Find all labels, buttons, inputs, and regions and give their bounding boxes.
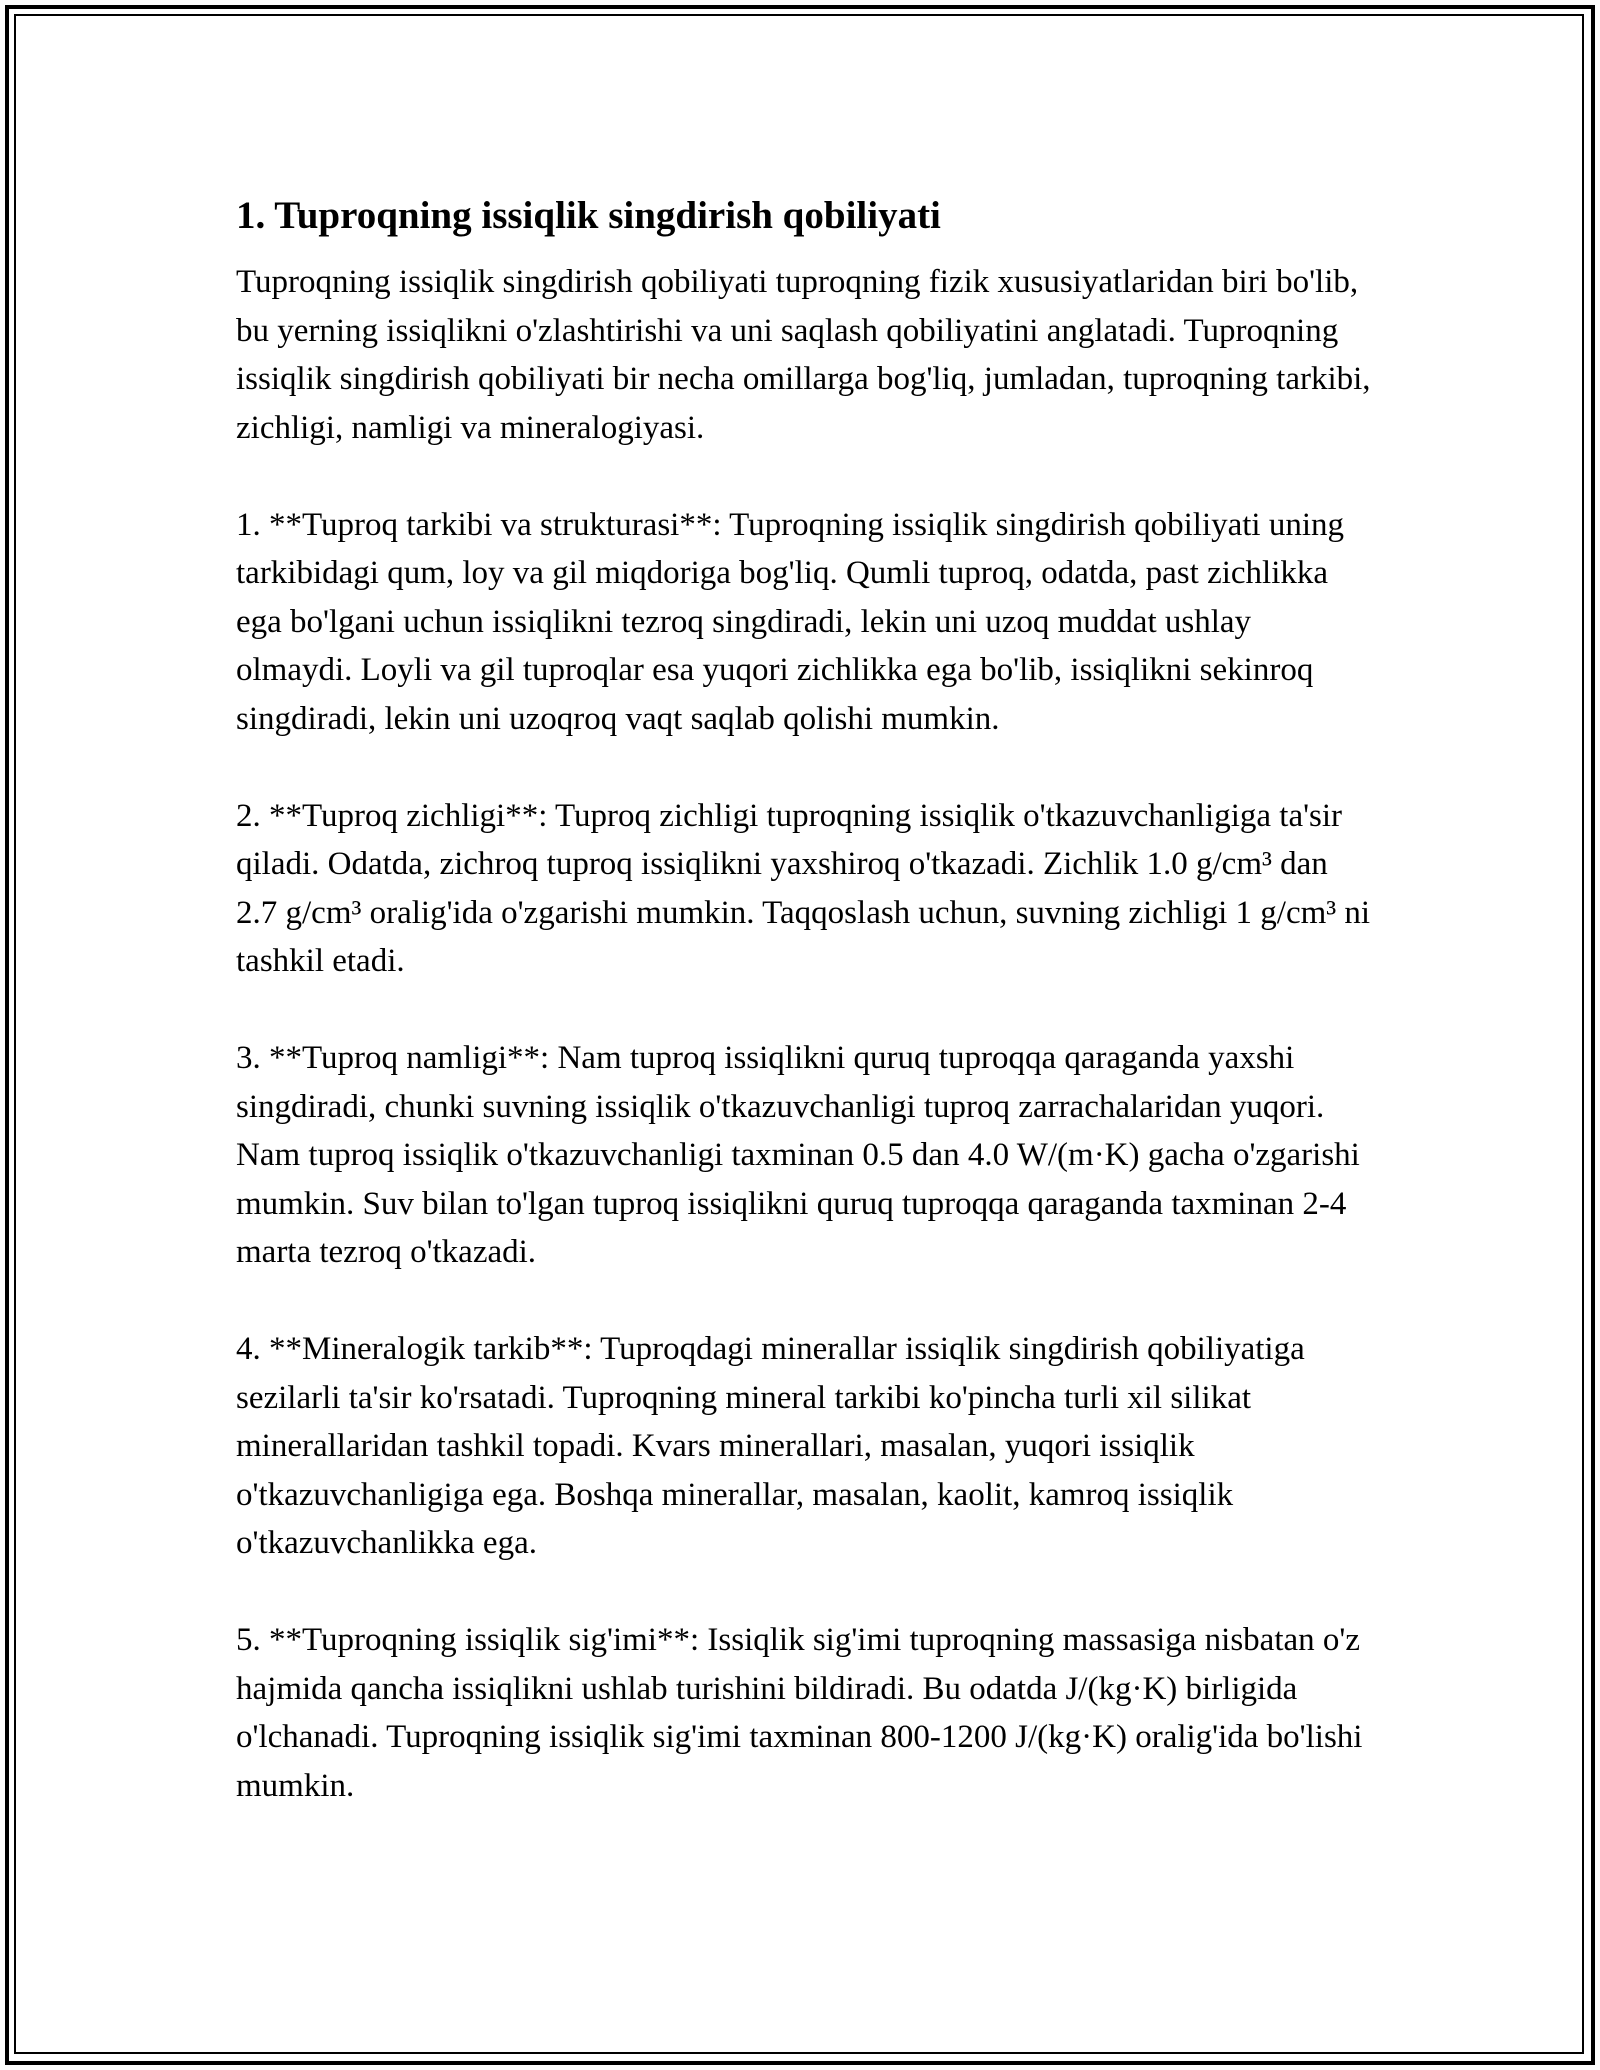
intro-paragraph: Tuproqning issiqlik singdirish qobiliyati tuproqning fizik xususiyatlaridan biri bo'lib, bu yerning issiqlikni o'zlashtirishi va uni saqlash qobiliyatini anglatadi. Tuproqning issiqlik singdirish qobiliyati bir necha omillarga bog'liq, jumladan, tuproqning tarkibi, zichligi, namligi va mineralogiyasi. [236, 264, 1371, 446]
list-item-moisture: 3. **Tuproq namligi**: Nam tuproq issiqlikni quruq tuproqqa qaraganda yaxshi singdiradi, chunki suvning issiqlik o'tkazuvchanligi tuproq zarrachalaridan yuqori. Nam tuproq issiqlik o'tkazuvchanligi taxminan 0.5 dan 4.0 W/(m·K) gacha o'zgarishi mumkin. Suv bilan to'lgan tuproq issiqlikni quruq tuproqqa qaraganda taxminan 2-4 marta tezroq o'tkazadi. [236, 1040, 1360, 1270]
document-body [236, 188, 1371, 1859]
list-item-composition: 1. **Tuproq tarkibi va strukturasi**: Tuproqning issiqlik singdirish qobiliyati uning tarkibidagi qum, loy va gil miqdoriga bog'liq. Qumli tuproq, odatda, past zichlikka ega bo'lgani uchun issiqlikni tezroq singdiradi, lekin uni uzoq muddat ushlay olmaydi. Loyli va gil tuproqlar esa yuqori zichlikka ega bo'lib, issiqlikni sekinroq singdiradi, lekin uni uzoqroq vaqt saqlab qolishi mumkin. [236, 506, 1345, 737]
list-item-mineralogy: 4. **Mineralogik tarkib**: Tuproqdagi minerallar issiqlik singdirish qobiliyatiga sezilarli ta'sir ko'rsatadi. Tuproqning mineral tarkibi ko'pincha turli xil silikat minerallaridan tashkil topadi. Kvars minerallari, masalan, yuqori issiqlik o'tkazuvchanligiga ega. Boshqa minerallar, masalan, kaolit, kamroq issiqlik o'tkazuvchanlikka ega. [236, 1331, 1305, 1561]
list-item-heat-capacity: 5. **Tuproqning issiqlik sig'imi**: Issiqlik sig'imi tuproqning massasiga nisbatan o'z hajmida qancha issiqlikni ushlab turishini bildiradi. Bu odatda J/(kg·K) birligida o'lchanadi. Tuproqning issiqlik sig'imi taxminan 800-1200 J/(kg·K) oralig'ida bo'lishi mumkin. [236, 1622, 1363, 1804]
document-title: 1. Tuproqning issiqlik singdirish qobiliyati [236, 194, 941, 237]
list-item-density: 2. **Tuproq zichligi**: Tuproq zichligi tuproqning issiqlik o'tkazuvchanligiga ta'sir qiladi. Odatda, zichroq tuproq issiqlikni yaxshiroq o'tkazadi. Zichlik 1.0 g/cm³ dan 2.7 g/cm³ oralig'ida o'zgarishi mumkin. Taqqoslash uchun, suvning zichligi 1 g/cm³ ni tashkil etadi. [236, 797, 1371, 979]
